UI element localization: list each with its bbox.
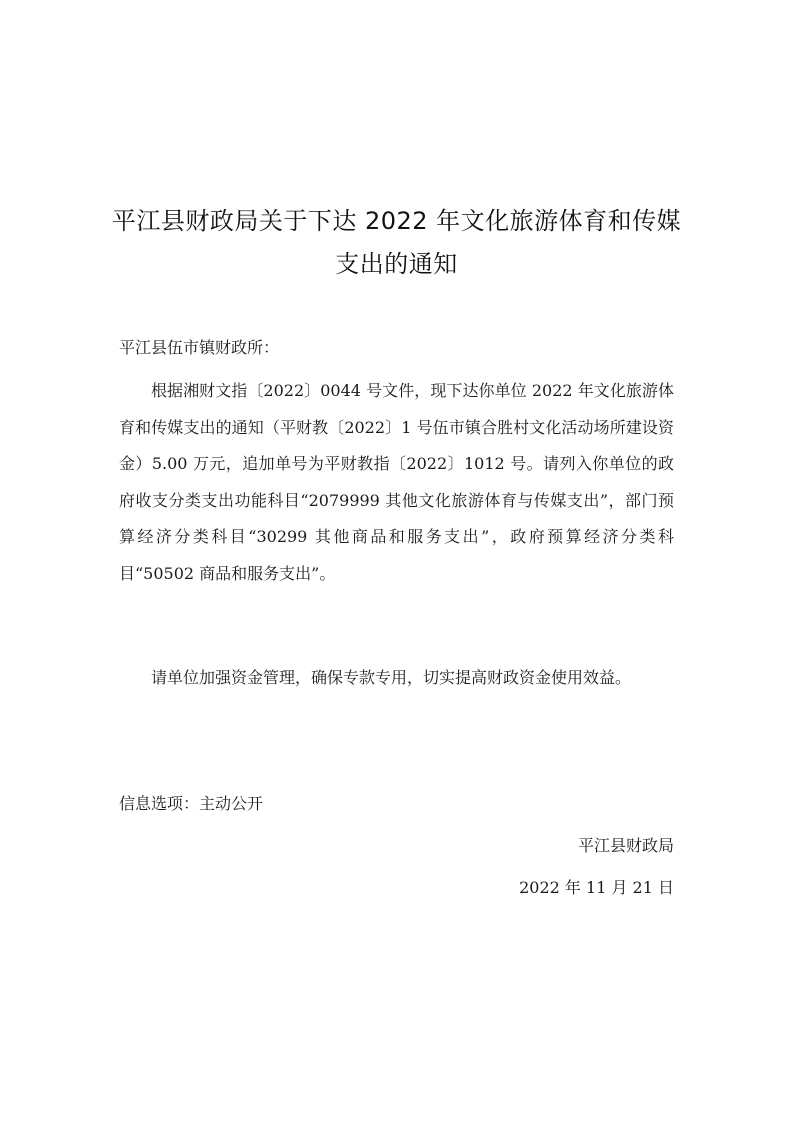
document-title-line-1: 平江县财政局关于下达 2022 年文化旅游体育和传媒: [111, 207, 682, 235]
salutation: 平江县伍市镇财政所：: [119, 338, 280, 357]
info-option: 信息选项：主动公开: [119, 794, 264, 813]
body-paragraph-1: 根据湘财文指〔2022〕0044 号文件，现下达你单位 2022 年文化旅游体育和传媒支出的通知（平财教〔2022〕1 号伍市镇合胜村文化活动场所建设资金）5.00 万元，追加单号为平财教指〔2022〕1012 号。请列入你单位的政府收支分类支出功能科目“2079999 其他文化旅游体育与传媒支出”，部门预算经济分类科目“30299 其他商品和服务支出”，政府预算经济分类科目“50502 商品和服务支出”。: [119, 381, 674, 583]
issue-date: 2022 年 11 月 21 日: [519, 878, 674, 897]
issuer-signature: 平江县财政局: [577, 836, 674, 855]
body-paragraph-2: 请单位加强资金管理，确保专款专用，切实提高财政资金使用效益。: [151, 668, 632, 687]
document-title-line-2: 支出的通知: [335, 250, 458, 278]
